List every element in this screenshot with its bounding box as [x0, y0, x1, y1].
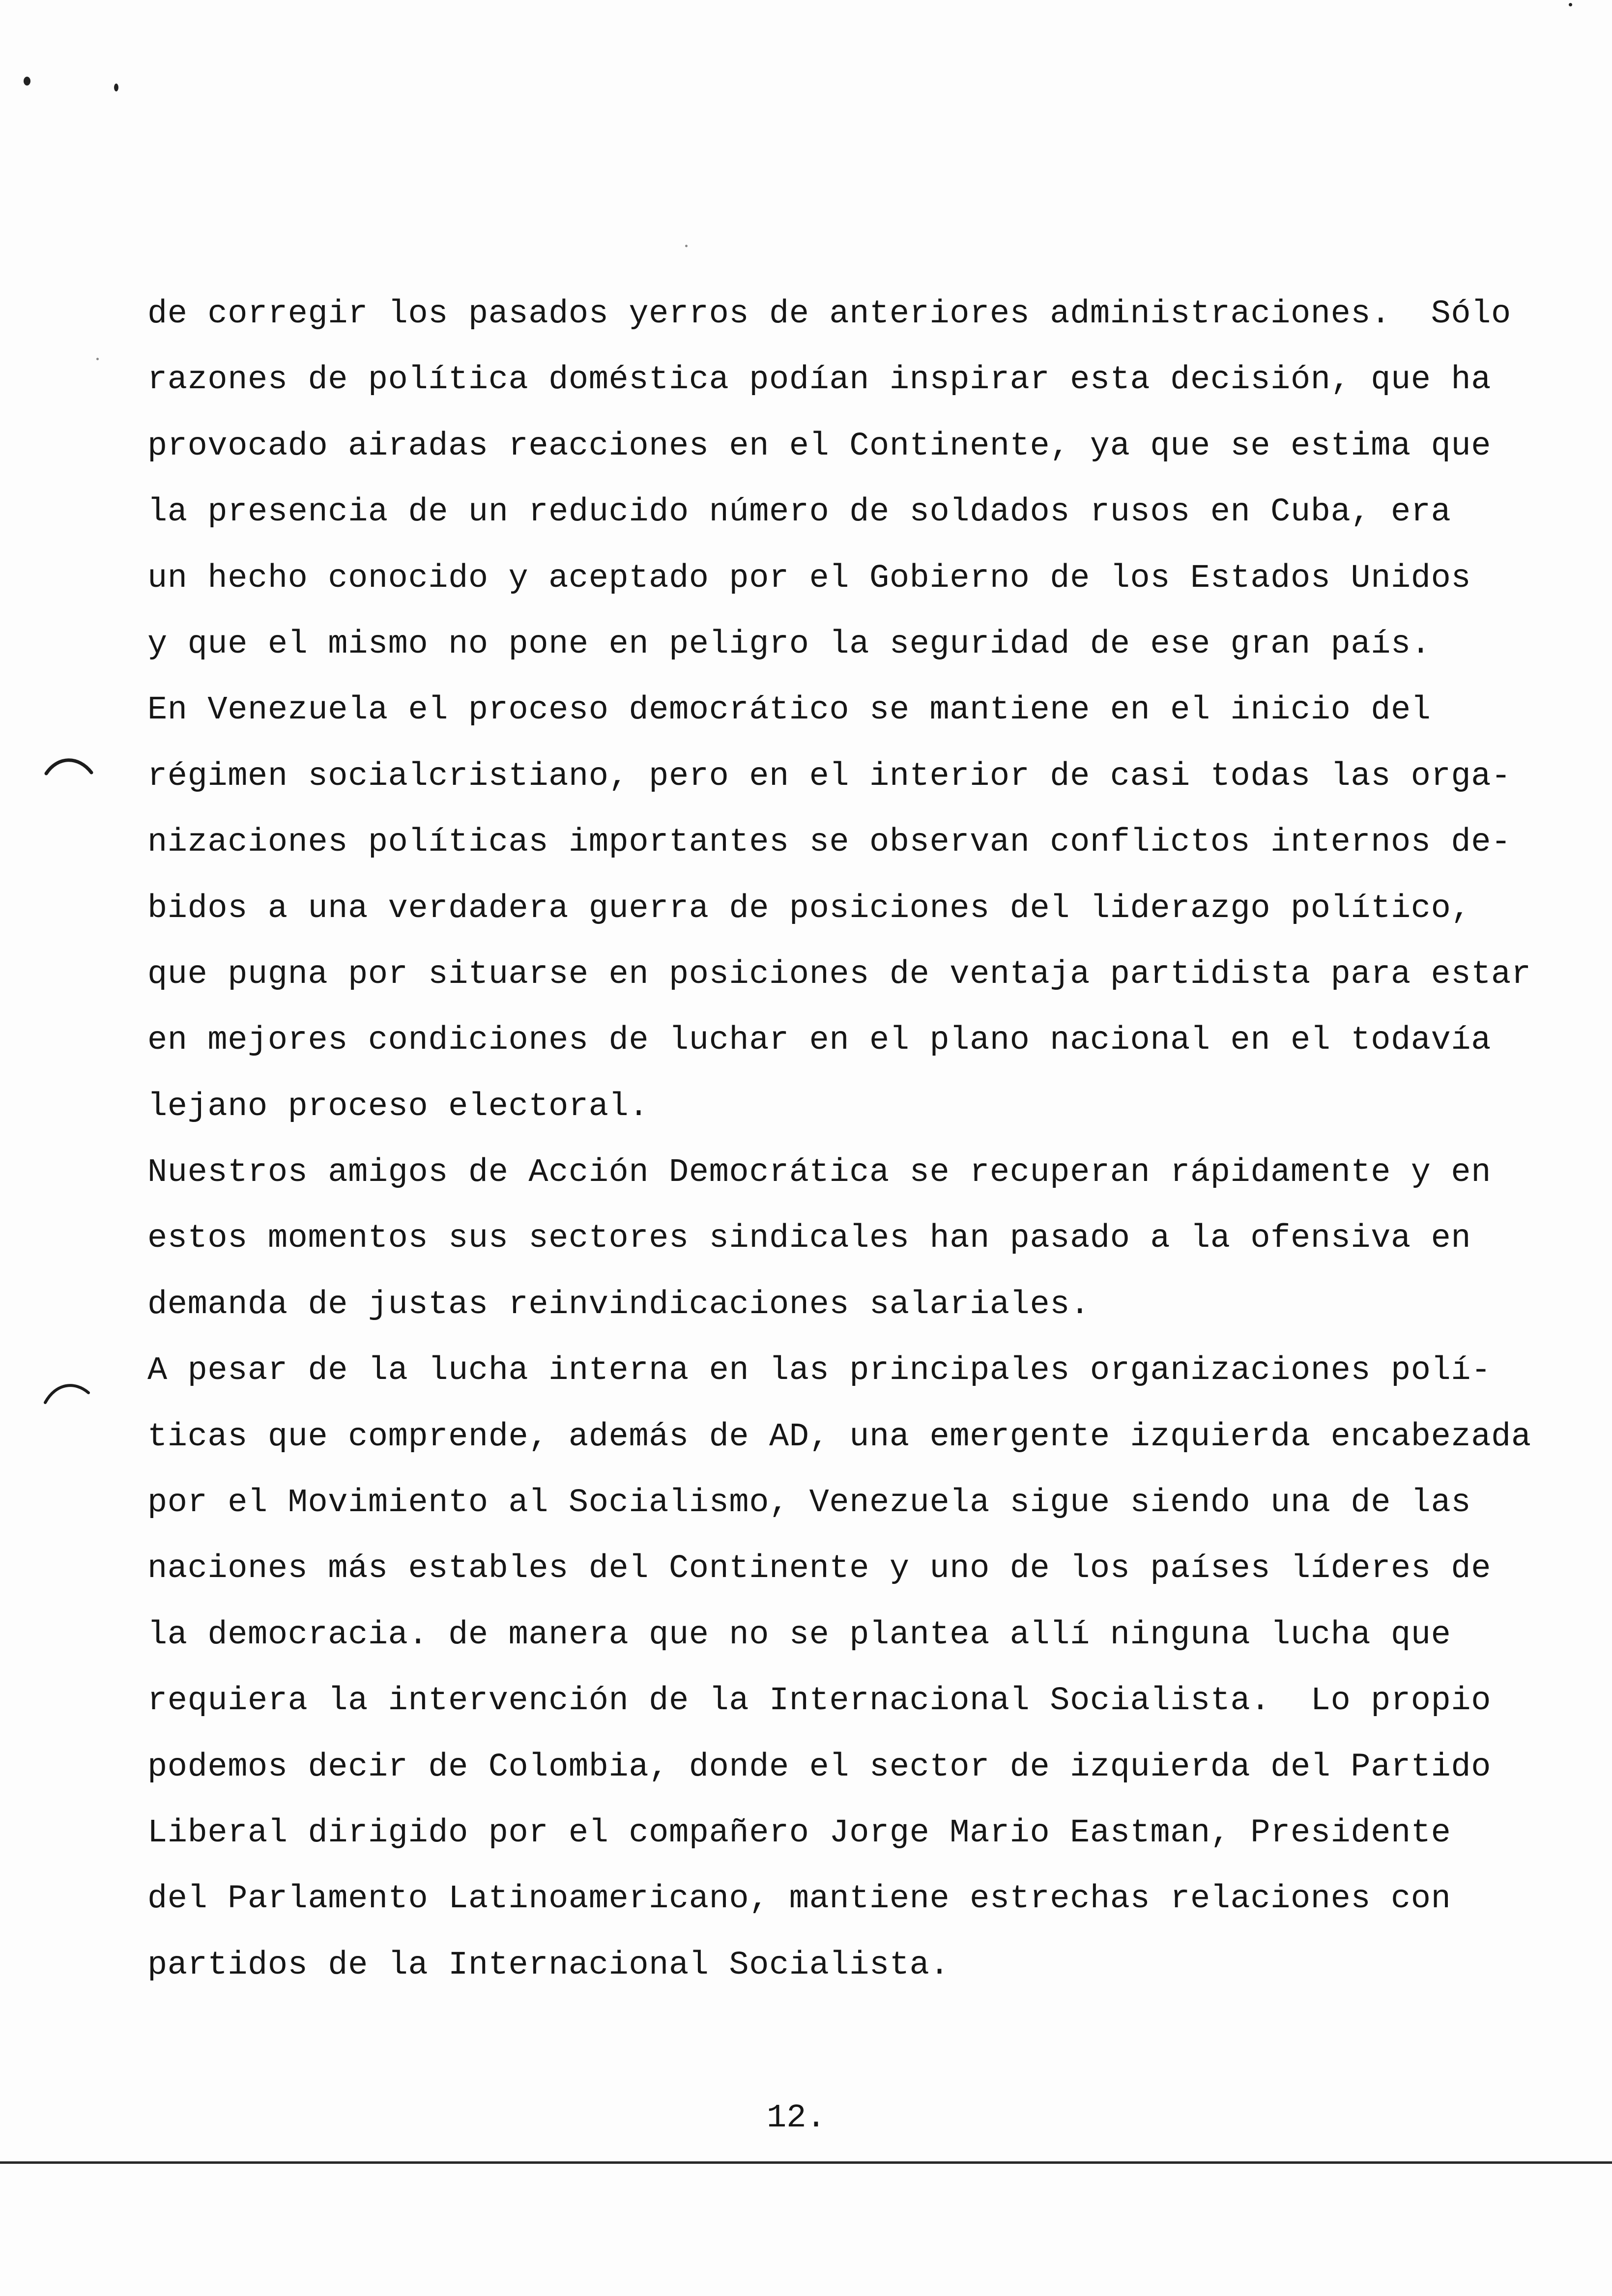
margin-mark	[42, 1374, 96, 1408]
margin-mark	[43, 752, 97, 781]
text-line: en mejores condiciones de luchar en el plano nacional en el todavía	[147, 1022, 1492, 1060]
text-line: estos momentos sus sectores sindicales han pasado a la ofensiva en	[147, 1220, 1471, 1258]
scan-speck	[96, 358, 99, 360]
text-line: régimen socialcristiano, pero en el interior de casi todas las orga-	[147, 757, 1511, 795]
text-line: bidos a una verdadera guerra de posiciones del liderazgo político,	[147, 890, 1471, 927]
text-line: nizaciones políticas importantes se observan conflictos internos de-	[147, 824, 1511, 861]
text-line: lejano proceso electoral.	[147, 1088, 649, 1125]
text-line: ticas que comprende, además de AD, una emergente izquierda encabezada	[147, 1418, 1531, 1456]
text-line: Nuestros amigos de Acción Democrática se recuperan rápidamente y en	[147, 1154, 1492, 1192]
text-line: la presencia de un reducido número de soldados rusos en Cuba, era	[147, 493, 1451, 531]
text-line: En Venezuela el proceso democrático se mantiene en el inicio del	[147, 691, 1431, 729]
text-line: del Parlamento Latinoamericano, mantiene estrechas relaciones con	[147, 1880, 1451, 1918]
text-line: un hecho conocido y aceptado por el Gobierno de los Estados Unidos	[147, 559, 1471, 597]
text-line: requiera la intervención de la Internacional Socialista. Lo propio	[147, 1682, 1492, 1720]
scan-speck	[114, 84, 118, 91]
text-line: de corregir los pasados yerros de anteriores administraciones. Sólo	[147, 295, 1511, 333]
text-line: A pesar de la lucha interna en las principales organizaciones polí-	[147, 1352, 1492, 1390]
text-line: naciones más estables del Continente y uno de los países líderes de	[147, 1550, 1492, 1588]
text-line: provocado airadas reacciones en el Continente, ya que se estima que	[147, 427, 1492, 465]
text-line: podemos decir de Colombia, donde el sector de izquierda del Partido	[147, 1748, 1492, 1786]
scan-speck	[1569, 3, 1572, 6]
text-line: demanda de justas reinvindicaciones salariales.	[147, 1286, 1090, 1323]
text-line: razones de política doméstica podían inspirar esta decisión, que ha	[147, 361, 1492, 399]
text-line: partidos de la Internacional Socialista.	[147, 1946, 950, 1984]
text-line: que pugna por situarse en posiciones de ventaja partidista para estar	[147, 955, 1531, 993]
body-text	[147, 281, 1533, 1998]
bottom-rule	[0, 2161, 1612, 2164]
text-line: Liberal dirigido por el compañero Jorge Mario Eastman, Presidente	[147, 1814, 1451, 1852]
text-line: por el Movimiento al Socialismo, Venezuela sigue siendo una de las	[147, 1484, 1471, 1522]
scan-speck	[24, 77, 30, 86]
text-line: la democracia. de manera que no se plantea allí ninguna lucha que	[147, 1616, 1451, 1654]
text-line: y que el mismo no pone en peligro la seguridad de ese gran país.	[147, 625, 1431, 663]
scan-speck	[685, 245, 688, 247]
page-number: 12.	[767, 2099, 826, 2137]
